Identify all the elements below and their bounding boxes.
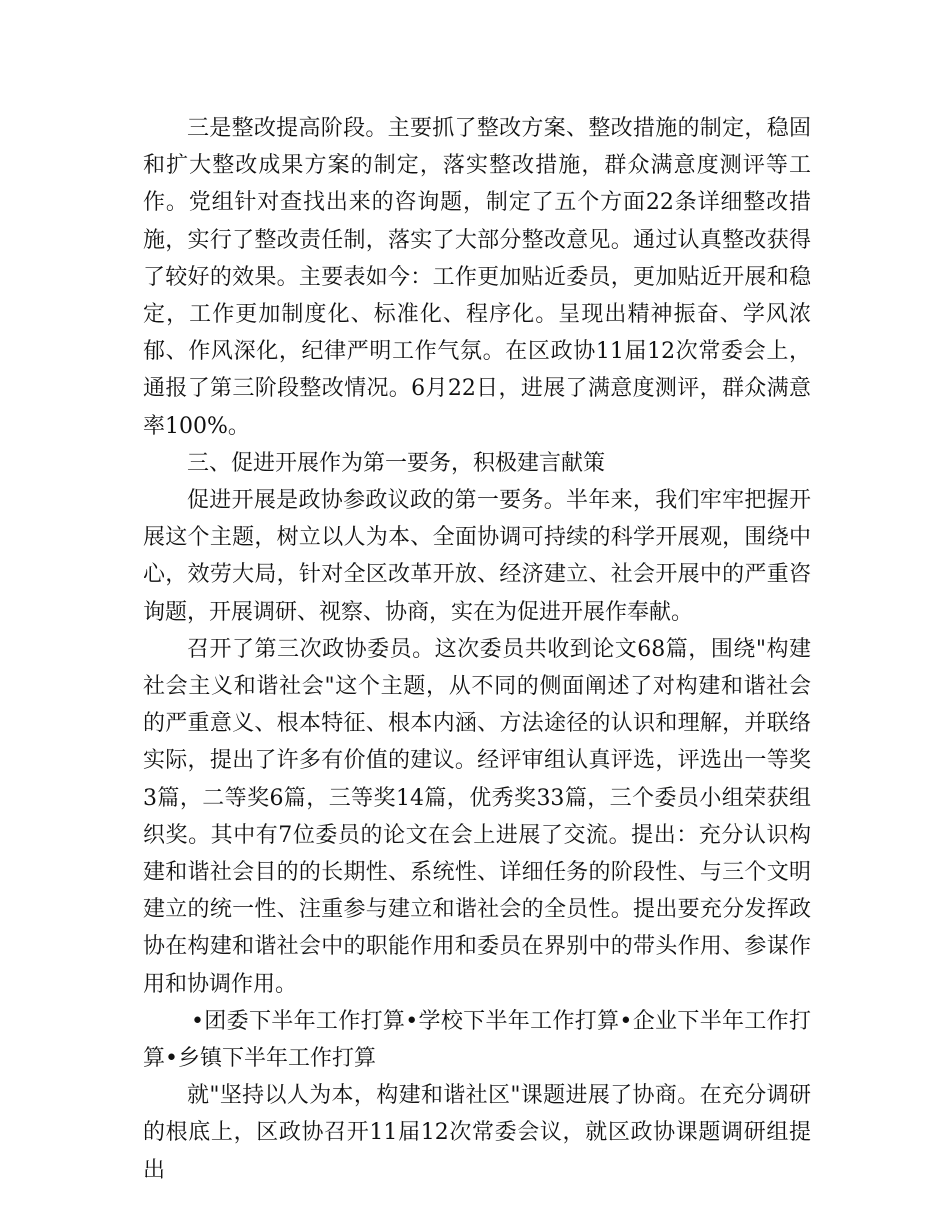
document-body	[143, 110, 811, 1189]
paragraph-consultation: 就"坚持以人为本，构建和谐社区"课题进展了协商。在充分调研的根底上，区政协召开11届12次常委会议，就区政协课题调研组提出	[143, 1083, 811, 1183]
paragraph-third-meeting: 召开了第三次政协委员。这次委员共收到论文68篇，围绕"构建社会主义和谐社会"这个主题，从不同的侧面阐述了对构建和谐社会的严重意义、根本特征、根本内涵、方法途径的认识和理解，并联络实际，提出了许多有价值的建议。经评审组认真评选，评选出一等奖3篇，二等奖6篇，三等奖14篇，优秀奖33篇，三个委员小组荣获组织奖。其中有7位委员的论文在会上进展了交流。提出：充分认识构建和谐社会目的的长期性、系统性、详细任务的阶段性、与三个文明建立的统一性、注重参与建立和谐社会的全员性。提出要充分发挥政协在构建和谐社会中的职能作用和委员在界别中的带头作用、参谋作用和协调作用。	[143, 636, 811, 997]
paragraph-rectification-stage: 三是整改提高阶段。主要抓了整改方案、整改措施的制定，稳固和扩大整改成果方案的制定，落实整改措施，群众满意度测评等工作。党组针对查找出来的咨询题，制定了五个方面22条详细整改措施，实行了整改责任制，落实了大部分整改意见。通过认真整改获得了较好的效果。主要表如今：工作更加贴近委员，更加贴近开展和稳定，工作更加制度化、标准化、程序化。呈现出精神振奋、学风浓郁、作风深化，纪律严明工作气氛。在区政协11届12次常委会上，通报了第三阶段整改情况。6月22日，进展了满意度测评，群众满意率100%。	[143, 116, 811, 439]
section-heading: 三、促进开展作为第一要务，积极建言献策	[187, 450, 606, 476]
related-links-line: •团委下半年工作打算•学校下半年工作打算•企业下半年工作打算•乡镇下半年工作打算	[143, 1008, 811, 1072]
paragraph-development-priority: 促进开展是政协参政议政的第一要务。半年来，我们牢牢把握开展这个主题，树立以人为本、全面协调可持续的科学开展观，围绕中心，效劳大局，针对全区改革开放、经济建立、社会开展中的严重咨询题，开展调研、视察、协商，实在为促进开展作奉献。	[143, 488, 811, 625]
